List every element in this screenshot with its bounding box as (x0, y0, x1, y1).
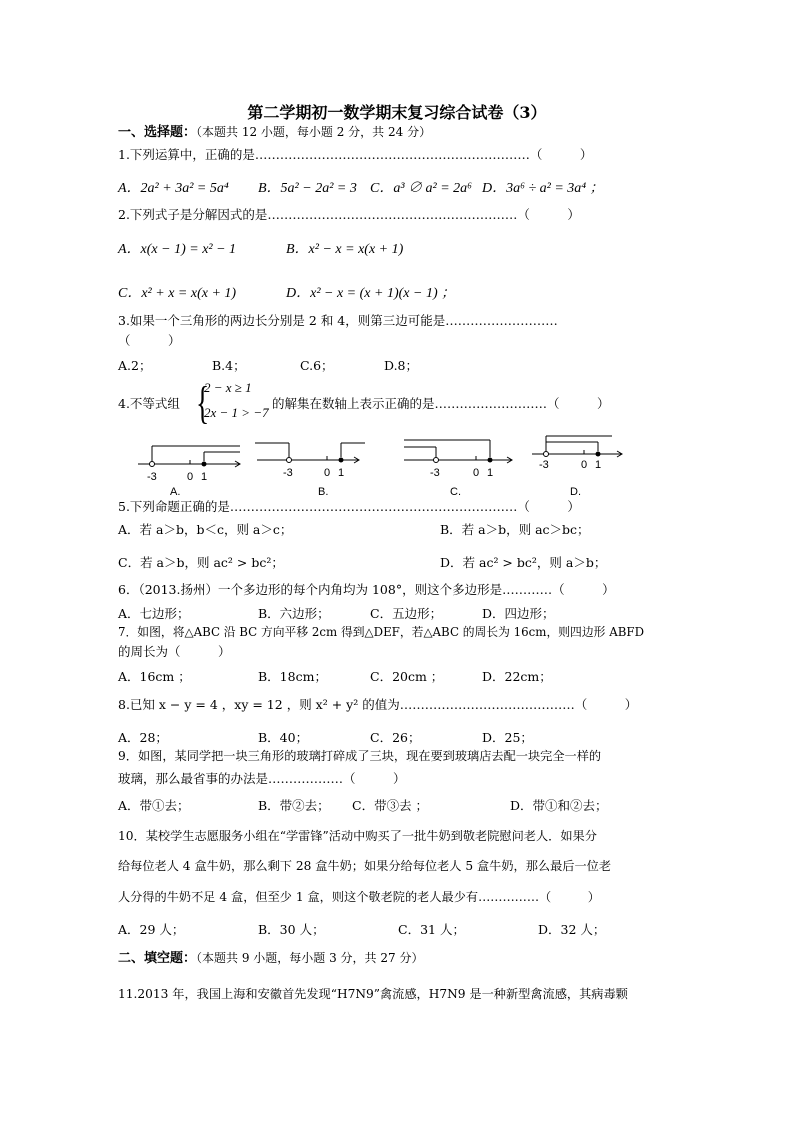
q5-option-b: B．若 a＞b，则 ac＞bc； (440, 522, 590, 537)
q8-option-d: D．25； (482, 730, 533, 745)
q4-numberline-d (530, 432, 626, 488)
q1-option-c: C．a³ ∅ a² = 2a⁶ (370, 181, 473, 196)
closed-point (202, 462, 207, 467)
tick-label-zero: 0 (581, 459, 588, 471)
tick-label-one: 1 (338, 467, 345, 479)
q4-caption-c: C. (450, 486, 461, 498)
q4-numberline-a (134, 438, 246, 492)
q4-caption-b: B. (318, 486, 329, 498)
q7-option-b: B．18cm； (258, 669, 327, 684)
open-point (544, 452, 549, 457)
q4-numberline-b (253, 438, 365, 492)
q1-stem: 1.下列运算中，正确的是…………………………………………………………（ ） (118, 147, 593, 162)
tick-label-one: 1 (487, 467, 494, 479)
q7-stem-line1: 7．如图，将△ABC 沿 BC 方向平移 2cm 得到△DEF，若△ABC 的周长为 16cm，则四边形 ABFD (118, 625, 645, 639)
q4-pre: 4.不等式组 (118, 396, 180, 411)
section-1-note: （本题共 12 小题，每小题 2 分，共 24 分） (196, 125, 432, 139)
q10-option-b: B．30 人； (258, 922, 325, 937)
q6-option-a: A．七边形； (118, 606, 190, 621)
q7-option-c: C．20cm ； (370, 669, 444, 684)
q4-eq1: 2 − x ≥ 1 (204, 380, 252, 395)
q8-stem: 8.已知 x − y = 4 ，xy = 12 ，则 x² + y² 的值为……………………………………（ ） (118, 697, 638, 712)
q8-option-c: C．26； (370, 730, 421, 745)
q4-post: 的解集在数轴上表示正确的是………………………（ ） (272, 396, 610, 411)
page-title: 第二学期初一数学期末复习综合试卷（3） (247, 103, 547, 122)
closed-point (488, 458, 493, 463)
closed-point (596, 452, 601, 457)
q7-option-d: D．22cm； (482, 669, 552, 684)
q9-option-a: A．带①去； (118, 798, 190, 813)
numberline-c-svg (400, 436, 516, 488)
q4-caption-d: D. (570, 486, 581, 498)
q4-caption-a: A. (170, 486, 181, 498)
q8-option-b: B．40； (258, 730, 309, 745)
q10-option-c: C．31 人； (398, 922, 465, 937)
tick-label-m3: -3 (283, 467, 293, 479)
q9-option-b: B．带②去； (258, 798, 330, 813)
q9-option-c: C．带③去 ； (352, 798, 429, 813)
q10-option-d: D．32 人； (538, 922, 606, 937)
q7-option-a: A．16cm ； (118, 669, 191, 684)
q2-option-b: B．x² − x = x(x + 1) (286, 242, 404, 257)
q10-stem-line2: 给每位老人 4 盒牛奶，那么剩下 28 盒牛奶；如果分给每位老人 5 盒牛奶，那么最后一位老 (118, 859, 612, 873)
q9-option-d: D．带①和②去； (510, 798, 608, 813)
tick-label-one: 1 (595, 459, 602, 471)
q3-stem: 3.如果一个三角形的两边长分别是 2 和 4，则第三边可能是……………………… (118, 313, 558, 328)
q6-option-d: D．四边形； (482, 606, 555, 621)
numberline-d-svg (530, 432, 626, 484)
q9-stem-line2: 玻璃，那么最省事的办法是………………（ ） (118, 771, 406, 786)
q1-option-a: A．2a² + 3a² = 5a⁴ (118, 181, 229, 196)
q3-option-d: D.8； (384, 358, 419, 373)
section-2-heading (118, 950, 423, 967)
q2-option-d: D．x² − x = (x + 1)(x − 1) ； (286, 286, 456, 301)
tick-label-zero: 0 (473, 467, 480, 479)
tick-label-one: 1 (201, 471, 208, 483)
q6-stem: 6．（2013.扬州）一个多边形的每个内角均为 108°，则这个多边形是…………（ ） (118, 582, 615, 597)
q1-option-b: B．5a² − 2a² = 3 (258, 181, 357, 196)
q3-paren: （ ） (118, 333, 181, 348)
q10-option-a: A．29 人； (118, 922, 185, 937)
open-point (434, 458, 439, 463)
numberline-b-svg (253, 438, 365, 488)
q6-option-b: B．六边形； (258, 606, 330, 621)
q7-stem-line2: 的周长为（ ） (118, 644, 231, 659)
q4-eq2: 2x − 1 > −7 (204, 405, 269, 420)
tick-label-zero: 0 (324, 467, 331, 479)
open-point (287, 458, 292, 463)
tick-label-m3: -3 (539, 459, 549, 471)
closed-point (339, 458, 344, 463)
tick-label-zero: 0 (187, 471, 194, 483)
q6-option-c: C．五边形； (370, 606, 443, 621)
q2-option-c: C．x² + x = x(x + 1) (118, 286, 237, 301)
q10-stem-line1: 10．某校学生志愿服务小组在“学雷锋”活动中购买了一批牛奶到敬老院慰问老人．如果分 (118, 829, 597, 843)
q11-stem: 11.2013 年，我国上海和安徽首先发现“H7N9”禽流感，H7N9 是一种新型禽流感，其病毒颗 (118, 987, 628, 1001)
q3-option-b: B.4； (212, 358, 246, 373)
tick-label-m3: -3 (430, 467, 440, 479)
q3-option-c: C.6； (300, 358, 334, 373)
section-2-note: （本题共 9 小题，每小题 3 分，共 27 分） (196, 951, 424, 965)
numberline-a-svg (134, 438, 246, 488)
q5-option-d: D．若 ac² > bc²，则 a＞b； (440, 555, 607, 570)
section-1-heading (118, 124, 431, 141)
q10-stem-line3: 人分得的牛奶不足 4 盒，但至少 1 盒，则这个敬老院的老人最少有……………（ ） (118, 890, 600, 904)
q2-option-a: A．x(x − 1) = x² − 1 (118, 242, 237, 257)
section-1-label: 一、选择题： (118, 125, 197, 140)
q5-option-c: C．若 a＞b，则 ac² > bc²； (118, 555, 284, 570)
q1-option-d: D．3a⁶ ÷ a² = 3a⁴ ； (482, 181, 604, 196)
q5-stem: 5.下列命题正确的是……………………………………………………………（ ） (118, 499, 580, 514)
q9-stem-line1: 9．如图，某同学把一块三角形的玻璃打碎成了三块，现在要到玻璃店去配一块完全一样的 (118, 749, 602, 763)
q3-option-a: A.2； (118, 358, 152, 373)
q8-option-a: A．28； (118, 730, 168, 745)
open-point (150, 462, 155, 467)
tick-label-m3: -3 (147, 471, 157, 483)
q2-stem: 2.下列式子是分解因式的是……………………………………………………（ ） (118, 207, 580, 222)
q4-brace: { (196, 377, 210, 428)
q5-option-a: A．若 a＞b，b＜c，则 a＞c； (118, 522, 293, 537)
q4-numberline-c (400, 436, 516, 492)
section-2-label: 二、填空题： (118, 951, 197, 966)
